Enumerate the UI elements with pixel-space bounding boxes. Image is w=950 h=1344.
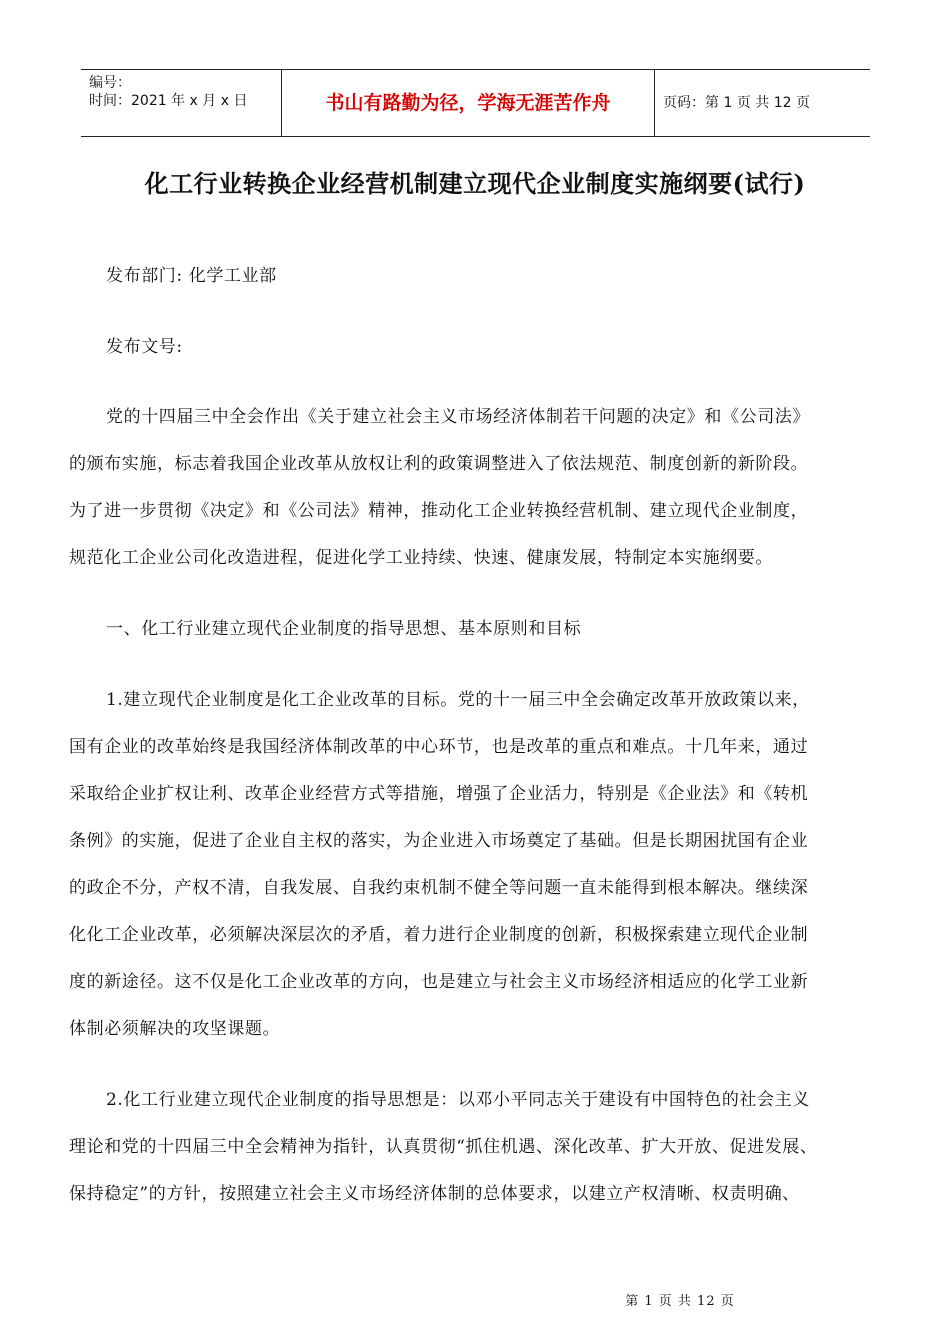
header-table bbox=[81, 69, 870, 137]
header-time-label: 时间：2021 年 x 月 x 日 bbox=[89, 93, 248, 109]
intro-line: 规范化工企业公司化改造进程，促进化学工业持续、快速、健康发展，特制定本实施纲要。 bbox=[69, 548, 773, 568]
para2-line: 保持稳定”的方针，按照建立社会主义市场经济体制的总体要求，以建立产权清晰、权责明确、 bbox=[69, 1184, 800, 1204]
para1-line: 国有企业的改革始终是我国经济体制改革的中心环节，也是改革的重点和难点。十几年来，通过 bbox=[69, 737, 809, 757]
header-meta bbox=[81, 70, 281, 136]
intro-line: 为了进一步贯彻《决定》和《公司法》精神，推动化工企业转换经营机制、建立现代企业制度， bbox=[69, 501, 809, 521]
para1-line: 度的新途径。这不仅是化工企业改革的方向，也是建立与社会主义市场经济相适应的化学工业新 bbox=[69, 972, 809, 992]
para1-line: 体制必须解决的攻坚课题。 bbox=[69, 1019, 281, 1039]
intro-line: 党的十四届三中全会作出《关于建立社会主义市场经济体制若干问题的决定》和《公司法》 bbox=[106, 407, 810, 427]
para1-line: 的政企不分，产权不清，自我发展、自我约束机制不健全等问题一直未能得到根本解决。继续深 bbox=[69, 878, 809, 898]
issuer-line: 发布部门: 化学工业部 bbox=[106, 266, 277, 286]
header-number-label: 编号： bbox=[89, 75, 131, 91]
section-heading: 一、化工行业建立现代企业制度的指导思想、基本原则和目标 bbox=[106, 619, 582, 639]
page-footer: 第 1 页 共 12 页 bbox=[625, 1294, 735, 1309]
para1-line: 1.建立现代企业制度是化工企业改革的目标。党的十一届三中全会确定改革开放政策以来， bbox=[106, 690, 810, 710]
para2-line: 理论和党的十四届三中全会精神为指针，认真贯彻“抓住机遇、深化改革、扩大开放、促进发展、 bbox=[69, 1137, 818, 1157]
para1-line: 采取给企业扩权让利、改革企业经营方式等措施，增强了企业活力，特别是《企业法》和《转机 bbox=[69, 784, 809, 804]
intro-line: 的颁布实施，标志着我国企业改革从放权让利的政策调整进入了依法规范、制度创新的新阶段。 bbox=[69, 454, 809, 474]
para1-line: 化化工企业改革，必须解决深层次的矛盾，着力进行企业制度的创新，积极探索建立现代企业制 bbox=[69, 925, 809, 945]
para2-line: 2.化工行业建立现代企业制度的指导思想是：以邓小平同志关于建设有中国特色的社会主义 bbox=[106, 1090, 810, 1110]
document-title: 化工行业转换企业经营机制建立现代企业制度实施纲要(试行) bbox=[144, 169, 806, 198]
header-page-info: 页码：第 1 页 共 12 页 bbox=[663, 95, 810, 111]
para1-line: 条例》的实施，促进了企业自主权的落实，为企业进入市场奠定了基础。但是长期困扰国有企业 bbox=[69, 831, 809, 851]
header-motto: 书山有路勤为径，学海无涯苦作舟 bbox=[281, 70, 655, 136]
doc-number-line: 发布文号: bbox=[106, 337, 183, 357]
